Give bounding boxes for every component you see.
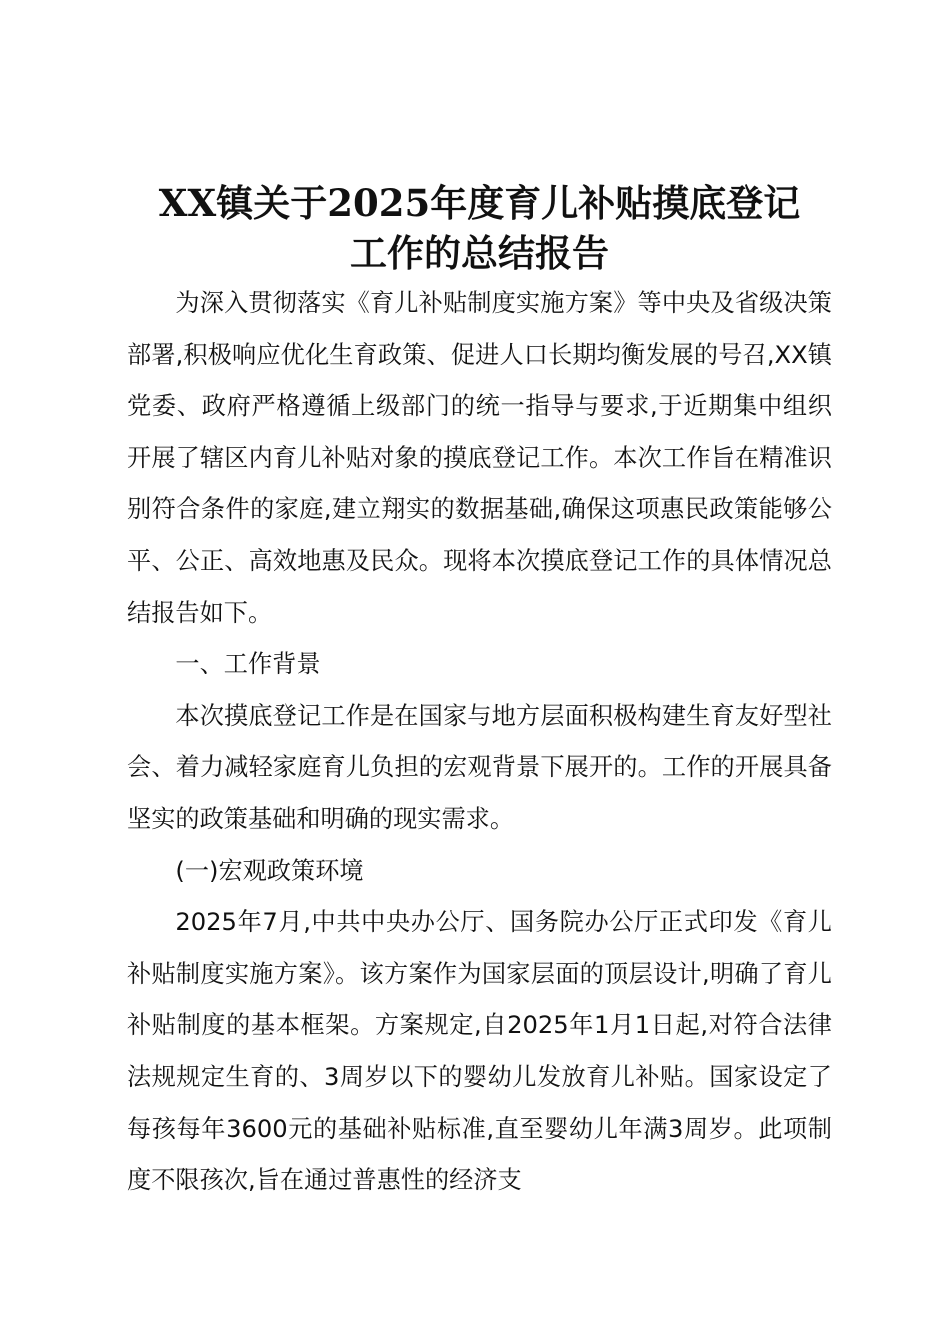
- document-content: [127, 178, 832, 1207]
- policy-paragraph: 2025年7月,中共中央办公厅、国务院办公厅正式印发《育儿补贴制度实施方案》。该方案作为国家层面的顶层设计,明确了育儿补贴制度的基本框架。方案规定,自2025年1月1日起,对符合法律法规规定生育的、3周岁以下的婴幼儿发放育儿补贴。国家设定了每孩每年3600元的基础补贴标准,直至婴幼儿年满3周岁。此项制度不限孩次,旨在通过普惠性的经济支: [127, 908, 832, 1195]
- document-body: [127, 278, 832, 1207]
- section-heading-background: 一、工作背景: [175, 650, 321, 679]
- title-line-2: 工作的总结报告: [350, 231, 609, 275]
- background-paragraph: 本次摸底登记工作是在国家与地方层面积极构建生育友好型社会、着力减轻家庭育儿负担的宏观背景下展开的。工作的开展具备坚实的政策基础和明确的现实需求。: [127, 701, 832, 833]
- intro-paragraph: 为深入贯彻落实《育儿补贴制度实施方案》等中央及省级决策部署,积极响应优化生育政策、促进人口长期均衡发展的号召,XX镇党委、政府严格遵循上级部门的统一指导与要求,于近期集中组织开展了辖区内育儿补贴对象的摸底登记工作。本次工作旨在精准识别符合条件的家庭,建立翔实的数据基础,确保这项惠民政策能够公平、公正、高效地惠及民众。现将本次摸底登记工作的具体情况总结报告如下。: [127, 289, 832, 627]
- subsection-heading-policy: (一)宏观政策环境: [175, 856, 364, 885]
- title-line-1: XX镇关于2025年度育儿补贴摸底登记: [158, 181, 801, 225]
- document-title: [127, 178, 832, 278]
